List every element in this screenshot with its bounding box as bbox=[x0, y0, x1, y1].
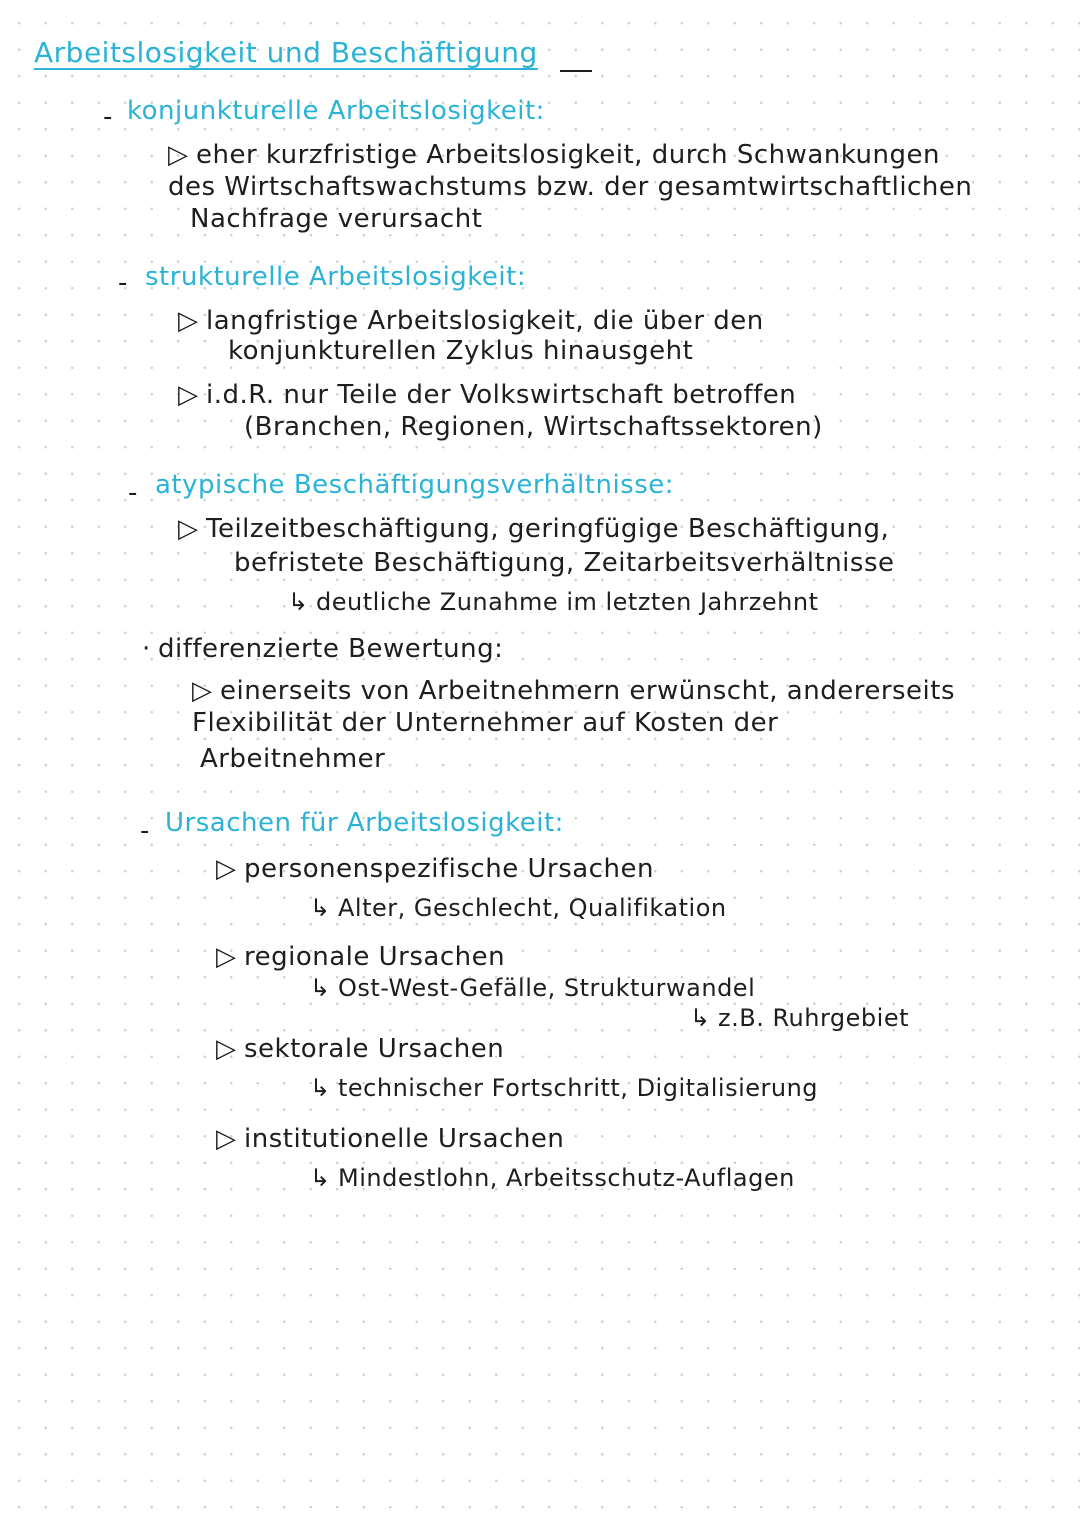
text-line: ▷ langfristige Arbeitslosigkeit, die über den bbox=[178, 306, 764, 336]
ursache-detail: ↳ Mindestlohn, Arbeitsschutz-Auflagen bbox=[310, 1164, 795, 1192]
ursache-detail: ↳ technischer Fortschritt, Digitalisierung bbox=[310, 1074, 819, 1102]
text-line: (Branchen, Regionen, Wirtschaftssektoren) bbox=[244, 412, 823, 442]
text-line: ▷ Teilzeitbeschäftigung, geringfügige Beschäftigung, bbox=[178, 514, 890, 544]
title-underline-extension bbox=[560, 70, 592, 72]
hook-arrow-icon: ↳ bbox=[310, 894, 331, 922]
arrow-icon: ▷ bbox=[216, 854, 237, 884]
text-line: ↳ deutliche Zunahme im letzten Jahrzehnt bbox=[288, 588, 819, 616]
text-line: ▷ eher kurzfristige Arbeitslosigkeit, durch Schwankungen bbox=[168, 140, 940, 170]
hook-arrow-icon: ↳ bbox=[310, 1074, 331, 1102]
ursache-item: ▷ institutionelle Ursachen bbox=[216, 1124, 565, 1154]
bullet-dash: - bbox=[128, 478, 138, 508]
bullet-dot: · bbox=[142, 634, 151, 664]
heading-ursachen: Ursachen für Arbeitslosigkeit: bbox=[165, 808, 564, 838]
arrow-icon: ▷ bbox=[178, 306, 199, 336]
heading-konjunkturell: konjunkturelle Arbeitslosigkeit: bbox=[127, 96, 545, 126]
text-line: ▷ i.d.R. nur Teile der Volkswirtschaft betroffen bbox=[178, 380, 797, 410]
bullet-dash: - bbox=[140, 816, 150, 846]
arrow-icon: ▷ bbox=[192, 676, 213, 706]
arrow-icon: ▷ bbox=[216, 942, 237, 972]
hook-arrow-icon: ↳ bbox=[288, 588, 309, 616]
text-line: ▷ einerseits von Arbeitnehmern erwünscht, andererseits bbox=[192, 676, 956, 706]
text-line: des Wirtschaftswachstums bzw. der gesamtwirtschaftlichen bbox=[168, 172, 973, 202]
hook-arrow-icon: ↳ bbox=[310, 1164, 331, 1192]
heading-strukturell: strukturelle Arbeitslosigkeit: bbox=[145, 262, 527, 292]
text-line: Nachfrage verursacht bbox=[190, 204, 483, 234]
ursache-detail: ↳ Ost-West-Gefälle, Strukturwandel bbox=[310, 974, 756, 1002]
arrow-icon: ▷ bbox=[216, 1124, 237, 1154]
arrow-icon: ▷ bbox=[178, 514, 199, 544]
arrow-icon: ▷ bbox=[178, 380, 199, 410]
heading-bewertung: differenzierte Bewertung: bbox=[158, 634, 504, 664]
ursache-detail: ↳ Alter, Geschlecht, Qualifikation bbox=[310, 894, 727, 922]
ursache-item: ▷ sektorale Ursachen bbox=[216, 1034, 505, 1064]
ursache-item: ▷ personenspezifische Ursachen bbox=[216, 854, 654, 884]
text-line: konjunkturellen Zyklus hinausgeht bbox=[228, 336, 694, 366]
heading-atypisch: atypische Beschäftigungsverhältnisse: bbox=[155, 470, 675, 500]
hook-arrow-icon: ↳ bbox=[690, 1004, 711, 1032]
ursache-item: ▷ regionale Ursachen bbox=[216, 942, 506, 972]
text-line: Arbeitnehmer bbox=[200, 744, 386, 774]
page-title: Arbeitslosigkeit und Beschäftigung bbox=[34, 36, 538, 69]
arrow-icon: ▷ bbox=[216, 1034, 237, 1064]
bullet-dash: - bbox=[118, 268, 128, 298]
ursache-example: ↳ z.B. Ruhrgebiet bbox=[690, 1004, 909, 1032]
text-line: befristete Beschäftigung, Zeitarbeitsverhältnisse bbox=[234, 548, 895, 578]
arrow-icon: ▷ bbox=[168, 140, 189, 170]
text-line: Flexibilität der Unternehmer auf Kosten der bbox=[192, 708, 779, 738]
bullet-dash: - bbox=[103, 102, 113, 132]
hook-arrow-icon: ↳ bbox=[310, 974, 331, 1002]
